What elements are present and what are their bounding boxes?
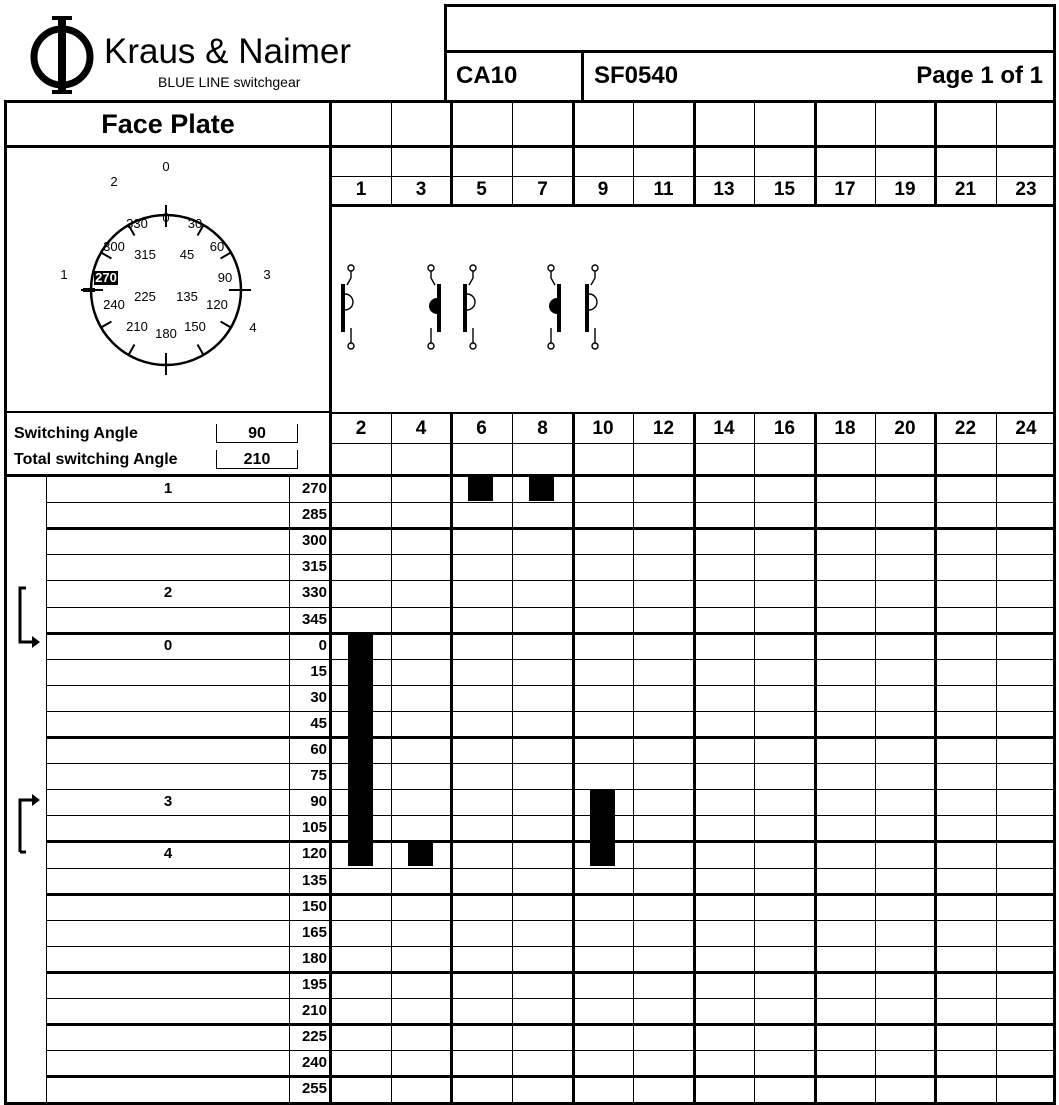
dial-label: 45: [179, 247, 195, 262]
column-line-7: [754, 100, 755, 146]
row-angle: 300: [301, 532, 327, 550]
row-line-12: [47, 789, 1055, 790]
dial-label: 0: [162, 210, 170, 225]
terminal-top-3: 3: [415, 179, 427, 200]
phi-logo-icon: [22, 14, 102, 96]
column-line-1: [391, 100, 392, 146]
column-line-4: [572, 100, 575, 146]
dial-label: 180: [155, 326, 177, 341]
terminal-bottom-6: 6: [476, 418, 487, 439]
row-line-20: [47, 998, 1055, 999]
row-angle: 60: [310, 741, 327, 758]
row-line-13: [47, 815, 1055, 816]
program-code: SF0540: [594, 62, 679, 89]
brand-name: Kraus & Naimer: [104, 32, 352, 71]
dial-icon: [0, 146, 330, 412]
terminal-top-15: 15: [773, 179, 796, 200]
frame-top: [4, 100, 1056, 103]
row-line-5: [47, 607, 1055, 608]
row-line-17: [47, 920, 1055, 921]
dial-label: 30: [187, 216, 203, 231]
row-angle: 15: [310, 662, 327, 680]
dial-label: 225: [134, 289, 156, 304]
dial-outer-label: 4: [249, 320, 257, 335]
face-plate-title: Face Plate: [101, 109, 235, 139]
terminal-top-13: 13: [713, 179, 735, 200]
dial-tick: [129, 345, 135, 355]
column-line-8: [814, 100, 817, 146]
dial-label: 315: [134, 247, 156, 262]
dial-label: 135: [176, 289, 198, 304]
dial-tick: [101, 322, 111, 328]
terminal-top-1: 1: [355, 179, 367, 200]
header-divider: [444, 50, 1056, 53]
terminal-top-11: 11: [653, 179, 674, 200]
terminal-bottom-14: 14: [713, 418, 735, 439]
position-range-bracket-icon: [10, 584, 40, 856]
contact-closed-bar: [348, 634, 373, 867]
row-line-21: [47, 1023, 1055, 1026]
row-angle: 315: [301, 558, 327, 576]
row-position: 4: [163, 845, 173, 863]
row-angle: 165: [301, 923, 327, 941]
row-angle: 225: [301, 1028, 327, 1046]
row-angle: 345: [301, 610, 327, 628]
row-angle: 180: [301, 949, 327, 967]
row-line-22: [47, 1050, 1055, 1051]
row-angle: 150: [301, 897, 327, 915]
terminal-bottom-4: 4: [415, 418, 427, 439]
terminal-top-9: 9: [597, 179, 609, 200]
row-angle: 45: [310, 714, 327, 732]
contact-symbols: [331, 258, 631, 354]
row-angle: 270: [301, 480, 327, 497]
row-line-6: [47, 632, 1055, 635]
terminal-top-5: 5: [476, 179, 487, 200]
row-line-14: [47, 840, 1055, 843]
dial-label: 150: [184, 319, 206, 334]
row-angle: 255: [301, 1080, 327, 1098]
row-angle: 90: [310, 793, 327, 811]
row-angle: 210: [301, 1002, 327, 1019]
dial-label: 60: [209, 239, 225, 254]
column-line-5: [633, 100, 634, 146]
terminal-top-19: 19: [894, 179, 916, 200]
terminal-bottom-12: 12: [652, 418, 675, 439]
product-code: CA10: [456, 62, 518, 89]
dial-label: 330: [126, 216, 148, 231]
frame-right: [1053, 100, 1056, 1104]
row-line-1: [47, 502, 1055, 503]
row-angle: 30: [310, 688, 327, 706]
terminal-bottom-18: 18: [834, 418, 856, 439]
row-position: 3: [163, 793, 173, 811]
terminal-bottom-2: 2: [355, 418, 367, 439]
switching-angle-label: Switching Angle: [14, 425, 138, 442]
contact-closed-bar: [408, 842, 433, 866]
dial-label: 90: [217, 270, 233, 285]
row-line-19: [47, 971, 1055, 974]
row-angle: 105: [301, 819, 327, 837]
header-divider-v: [581, 50, 584, 102]
terminal-bottom-24: 24: [1015, 418, 1037, 439]
dial-label: 120: [206, 297, 228, 312]
terminal-bottom-16: 16: [773, 418, 796, 439]
terminal-bottom-10: 10: [592, 418, 614, 439]
row-line-16: [47, 893, 1055, 896]
terminal-top-17: 17: [834, 179, 856, 200]
row-angle: 330: [301, 584, 327, 602]
page-indicator: Page 1 of 1: [916, 62, 1043, 89]
row-line-8: [47, 685, 1055, 686]
brand-tagline: BLUE LINE switchgear: [158, 74, 301, 90]
row-line-18: [47, 946, 1055, 947]
dial-outer-label: 3: [263, 267, 271, 282]
dial-tick: [198, 345, 204, 355]
row-line-9: [47, 711, 1055, 712]
column-line-6: [693, 100, 696, 146]
row-position: 1: [163, 480, 173, 497]
total-switching-angle-label: Total switching Angle: [14, 451, 178, 468]
contact-closed-bar: [590, 790, 615, 866]
column-line-2: [450, 100, 453, 146]
row-angle: 195: [301, 975, 327, 993]
face-plate-dial: [0, 146, 330, 412]
row-angle: 120: [301, 845, 327, 863]
column-line-9: [875, 100, 876, 146]
header-border-top: [444, 4, 1056, 7]
column-line-11: [996, 100, 997, 146]
dial-circle: [91, 215, 241, 365]
row-angle: 75: [310, 767, 327, 785]
row-line-23: [47, 1075, 1055, 1078]
row-angle: 240: [301, 1054, 327, 1072]
switching-angle-value: 90: [216, 424, 298, 443]
row-line-11: [47, 763, 1055, 764]
header-border-right: [1053, 4, 1056, 102]
row-angle: 285: [301, 506, 327, 524]
contact-closed-bar: [529, 477, 554, 501]
contact-symbol-icon: [331, 258, 631, 354]
dial-label: 300: [103, 239, 125, 254]
column-line-3: [512, 100, 513, 146]
row-position: 2: [163, 584, 173, 602]
dial-outer-label: 0: [162, 159, 170, 174]
terminal-bottom-20: 20: [894, 418, 916, 439]
row-line-10: [47, 736, 1055, 739]
row-angle: 0: [318, 636, 327, 654]
row-line-2: [47, 527, 1055, 530]
terminal-bottom-8: 8: [537, 418, 548, 439]
column-line-10: [934, 100, 937, 146]
dial-label: 210: [126, 319, 148, 334]
terminal-top-21: 21: [954, 179, 977, 200]
dial-outer-label: 1: [60, 267, 68, 282]
brand-logo: [22, 14, 102, 96]
contact-closed-bar: [468, 477, 493, 501]
terminal-bottom-22: 22: [954, 418, 977, 439]
row-line-15: [47, 868, 1055, 869]
dial-outer-label: 2: [110, 174, 118, 189]
row-angle: 135: [301, 871, 327, 889]
row-line-3: [47, 554, 1055, 555]
terminal-top-7: 7: [537, 179, 548, 200]
dial-label-highlighted: 270: [95, 270, 117, 285]
header-border-left: [444, 4, 447, 102]
dial-tick: [221, 322, 231, 328]
row-position: 0: [163, 636, 173, 654]
terminal-top-23: 23: [1015, 179, 1037, 200]
total-switching-angle-value: 210: [216, 450, 298, 469]
dial-label: 240: [103, 297, 125, 312]
row-line-4: [47, 580, 1055, 581]
row-line-7: [47, 659, 1055, 660]
